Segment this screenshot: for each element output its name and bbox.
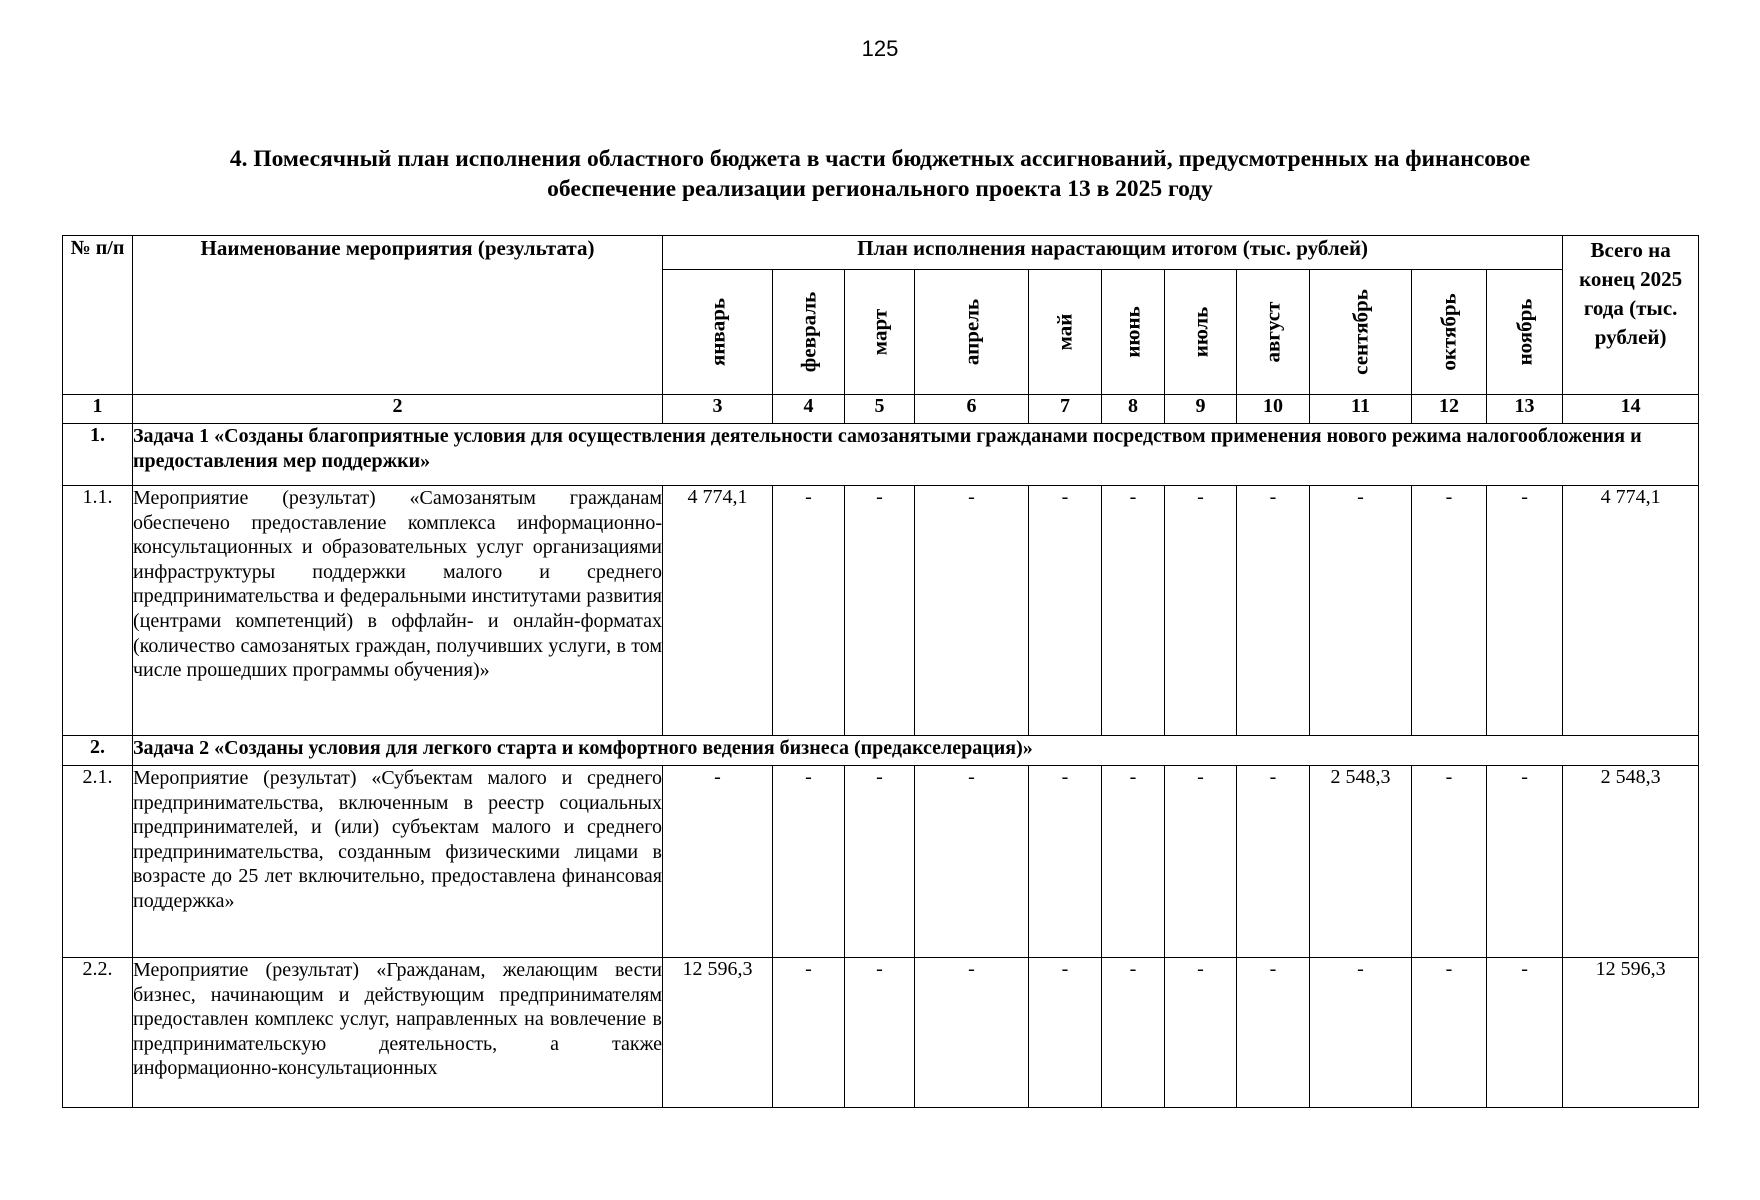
month-value: -	[915, 486, 1029, 736]
header-month	[1102, 270, 1165, 395]
header-plan: План исполнения нарастающим итогом (тыс. рублей)	[663, 236, 1563, 270]
table-row	[63, 766, 1699, 958]
month-value: -	[845, 958, 915, 1108]
column-number: 4	[773, 395, 845, 424]
month-value: -	[1102, 766, 1165, 958]
header-month	[1310, 270, 1412, 395]
header-month-label: август	[1260, 301, 1285, 363]
row-number: 1.	[63, 424, 133, 486]
month-value: -	[1237, 958, 1310, 1108]
header-month-label: март	[867, 308, 891, 356]
header-month	[773, 270, 845, 395]
month-value: -	[1102, 486, 1165, 736]
month-value: 2 548,3	[1310, 766, 1412, 958]
row-number: 2.1.	[63, 766, 133, 958]
month-value: 4 774,1	[663, 486, 773, 736]
total-value: 2 548,3	[1563, 766, 1699, 958]
month-value: -	[1029, 486, 1102, 736]
column-number: 5	[845, 395, 915, 424]
page-title	[100, 144, 1660, 204]
header-month-label: июнь	[1120, 306, 1145, 358]
page-number: 125	[861, 36, 899, 61]
month-value: -	[1165, 958, 1237, 1108]
month-value: -	[663, 766, 773, 958]
month-value: -	[1310, 486, 1412, 736]
month-value: -	[773, 486, 845, 736]
month-value: -	[1412, 486, 1487, 736]
budget-plan-table	[62, 235, 1699, 1108]
header-month-label: октябрь	[1436, 293, 1461, 371]
column-number: 9	[1165, 395, 1237, 424]
column-number: 13	[1487, 395, 1563, 424]
header-month	[845, 270, 915, 395]
month-value: -	[845, 486, 915, 736]
month-value: -	[1029, 766, 1102, 958]
month-value: -	[773, 766, 845, 958]
month-value: -	[1165, 486, 1237, 736]
task-title: Задача 1 «Созданы благоприятные условия для осуществления деятельности самозанятыми гражданами посредством применения нового режима налогообложения и предоставления мер поддержки»	[133, 424, 1699, 486]
column-number: 2	[133, 395, 663, 424]
header-no: № п/п	[63, 236, 133, 395]
column-number: 11	[1310, 395, 1412, 424]
month-value: -	[1310, 958, 1412, 1108]
header-month	[1412, 270, 1487, 395]
month-value: -	[915, 766, 1029, 958]
month-value: -	[845, 766, 915, 958]
page-title-line-1: 4. Помесячный план исполнения областного бюджета в части бюджетных ассигнований, предусмотренных на финансовое	[229, 146, 1531, 172]
column-number: 8	[1102, 395, 1165, 424]
month-value: -	[1487, 486, 1563, 736]
header-month	[1165, 270, 1237, 395]
column-number: 7	[1029, 395, 1102, 424]
total-value: 12 596,3	[1563, 958, 1699, 1108]
page-title-line-2: обеспечение реализации регионального проекта 13 в 2025 году	[547, 176, 1213, 202]
activity-name: Мероприятие (результат) «Самозанятым гражданам обеспечено предоставление комплекса информационно-консультационных и образовательных услуг организациями инфраструктуры поддержки малого и среднего предпринимательства и федеральными институтами развития (центрами компетенций) в оффлайн- и онлайн-форматах (количество самозанятых граждан, получивших услуги, в том числе прошедших программы обучения)»	[133, 486, 663, 736]
header-month	[1237, 270, 1310, 395]
month-value: -	[915, 958, 1029, 1108]
header-month	[1487, 270, 1563, 395]
column-number: 1	[63, 395, 133, 424]
total-value: 4 774,1	[1563, 486, 1699, 736]
column-number: 6	[915, 395, 1029, 424]
month-value: -	[1165, 766, 1237, 958]
activity-name: Мероприятие (результат) «Гражданам, желающим вести бизнес, начинающим и действующим предпринимателям предоставлен комплекс услуг, направленных на вовлечение в предпринимательскую деятельность, а также информационно-консультационных	[133, 958, 663, 1108]
header-month-label: февраль	[796, 291, 820, 373]
month-value: -	[1487, 958, 1563, 1108]
task-row	[63, 736, 1699, 766]
month-value: -	[773, 958, 845, 1108]
header-month-label: июль	[1188, 306, 1212, 358]
row-number: 2.2.	[63, 958, 133, 1108]
column-number: 12	[1412, 395, 1487, 424]
column-number: 10	[1237, 395, 1310, 424]
table-row	[63, 958, 1699, 1108]
header-total: Всего на конец 2025 года (тыс. рублей)	[1563, 236, 1699, 395]
month-value: -	[1102, 958, 1165, 1108]
month-value: -	[1412, 958, 1487, 1108]
month-value: -	[1487, 766, 1563, 958]
header-month-label: сентябрь	[1348, 289, 1372, 375]
month-value: -	[1237, 766, 1310, 958]
column-number: 14	[1563, 395, 1699, 424]
task-title: Задача 2 «Созданы условия для легкого старта и комфортного ведения бизнеса (предакселерация)»	[133, 736, 1699, 766]
header-month	[1029, 270, 1102, 395]
header-month-label: январь	[705, 297, 729, 367]
row-number: 1.1.	[63, 486, 133, 736]
header-month-label: май	[1052, 313, 1077, 351]
header-month	[663, 270, 773, 395]
header-month-label: апрель	[959, 298, 983, 366]
month-value: -	[1029, 958, 1102, 1108]
row-number: 2.	[63, 736, 133, 766]
activity-name: Мероприятие (результат) «Субъектам малого и среднего предпринимательства, включенным в реестр социальных предпринимателей, и (или) субъектам малого и среднего предпринимательства, созданным физическими лицами в возрасте до 25 лет включительно, предоставлена финансовая поддержка»	[133, 766, 663, 958]
header-month	[915, 270, 1029, 395]
table-row	[63, 486, 1699, 736]
header-name: Наименование мероприятия (результата)	[133, 236, 663, 395]
month-value: -	[1412, 766, 1487, 958]
month-value: 12 596,3	[663, 958, 773, 1108]
column-number: 3	[663, 395, 773, 424]
header-month-label: ноябрь	[1512, 298, 1537, 366]
task-row	[63, 424, 1699, 486]
month-value: -	[1237, 486, 1310, 736]
